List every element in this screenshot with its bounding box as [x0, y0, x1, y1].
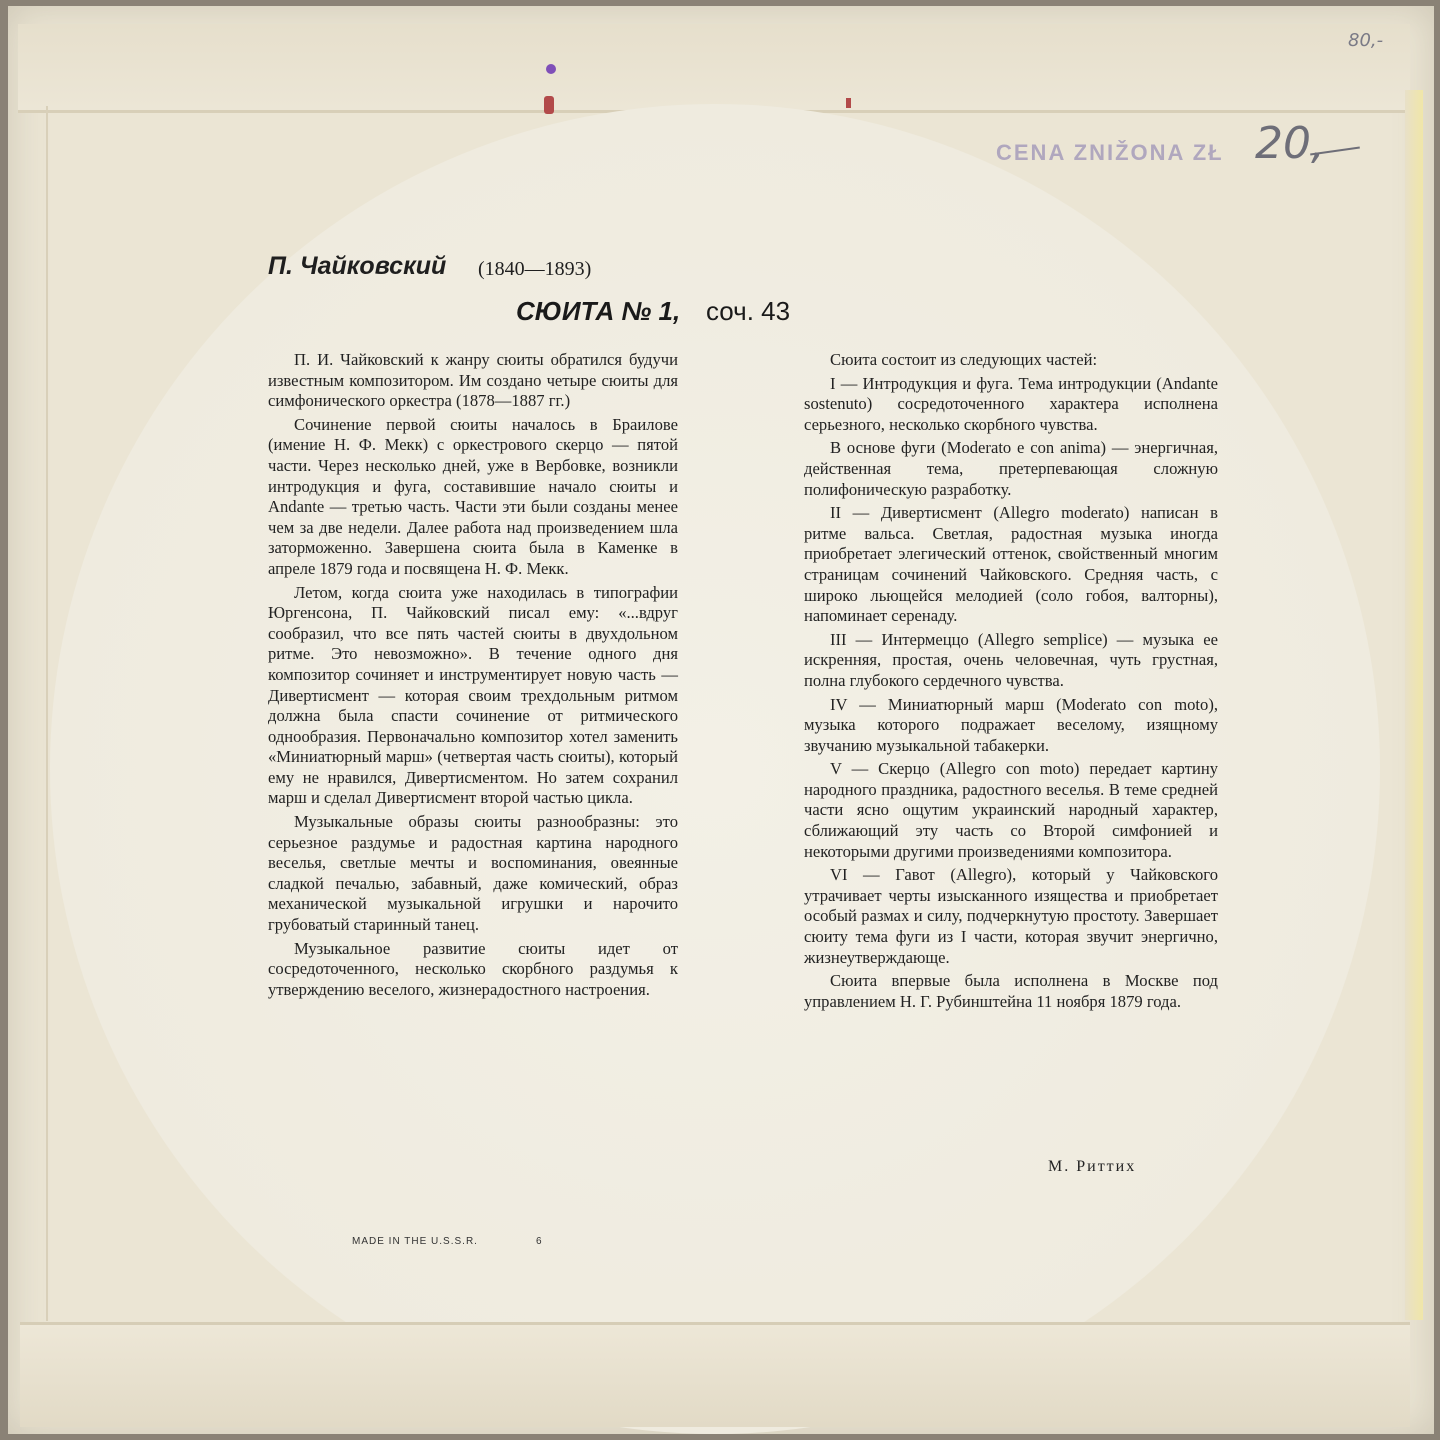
ink-mark-red-small [846, 98, 851, 108]
record-sleeve [8, 6, 1434, 1434]
sleeve-left-edge [46, 106, 48, 1321]
price-stamp: CENA ZNIŽONA ZŁ [996, 140, 1224, 165]
paragraph: IV — Миниатюрный марш (Moderato con moto), музыка которого подражает веселому, изящному звучанию музыкальной табакерки. [804, 694, 1218, 755]
work-opus: соч. 43 [706, 296, 791, 326]
sleeve-top-flap [18, 24, 1410, 113]
page-number: 6 [536, 1236, 542, 1247]
paragraph: III — Интермеццо (Allegro semplice) — музыка ее искренняя, простая, очень человечная, чуть грустная, полна глубокого сердечного чувства. [804, 629, 1218, 690]
sleeve-side-strip [1405, 90, 1423, 1320]
paragraph: В основе фуги (Moderato e con anima) — энергичная, действенная тема, претерпевающая сложную полифоническую разработку. [804, 438, 1218, 499]
paragraph: Сюита впервые была исполнена в Москве под управлением Н. Г. Рубинштейна 11 ноября 1879 года. [804, 971, 1218, 1011]
ink-mark-purple [546, 64, 556, 74]
paragraph: Музыкальные образы сюиты разнообразны: это серьезное раздумье и радостная картина народного веселья, светлые мечты и воспоминания, овеянные сладкой печалью, забавный, даже комический, образ механической музыкальной игрушки и нарочито грубоватый старинный танец. [268, 812, 678, 935]
work-title: СЮИТА № 1, [516, 296, 681, 326]
paragraph: V — Скерцо (Allegro con moto) передает картину народного праздника, радостного веселья. В теме средней части ясно ощутим украинский народный характер, сближающий эту часть со Второй симфонией и некоторыми другими произведениями композитора. [804, 759, 1218, 861]
liner-notes-left-column [268, 350, 678, 1003]
paragraph: Музыкальное развитие сюиты идет от сосредоточенного, несколько скорбного раздумья к утверждению веселого, жизнерадостного настроения. [268, 938, 678, 999]
paragraph: П. И. Чайковский к жанру сюиты обратился будучи известным композитором. Им создано четыре сюиты для симфонического оркестра (1878—1887 гг.) [268, 350, 678, 411]
made-in-label: MADE IN THE U.S.S.R. [352, 1236, 478, 1247]
liner-notes-right-column [804, 350, 1218, 1015]
paragraph: Летом, когда сюита уже находилась в типографии Юргенсона, П. Чайковский писал ему: «...вдруг сообразил, что все пять частей сюиты в двухдольном ритме. Это невозможно». В течение одного дня композитор сочиняет и инструментирует новую часть — Дивертисмент — которая своим трехдольным ритмом должна была спасти сочинение от ритмического однообразия. Первоначально композитор хотел заменить «Миниатюрный марш» (четвертая часть сюиты), который ему не нравился, Дивертисментом. Но затем сохранил марш и сделал Дивертисмент второй частью цикла. [268, 582, 678, 808]
paragraph: Сочинение первой сюиты началось в Браилове (имение Н. Ф. Мекк) с оркестрового скерцо — пятой части. Через несколько дней, уже в Вербовке, возникли интродукция и фуга, составившие начало сюиты и Andante — третью часть. Части эти были созданы менее чем за две недели. Далее работа над произведением шла заторможенно. Завершена сюита была в Каменке в апреле 1879 года и посвящена Н. Ф. Мекк. [268, 414, 678, 578]
paragraph: II — Дивертисмент (Allegro moderato) написан в ритме вальса. Светлая, радостная музыка иногда приобретает элегический оттенок, свойственный многим страницам сочинений Чайковского. Средняя часть, с широко льющейся мелодией (соло гобоя, валторны), напоминает серенаду. [804, 503, 1218, 626]
paragraph: Сюита состоит из следующих частей: [830, 350, 1098, 369]
sleeve-bottom-flap [20, 1322, 1410, 1427]
composer-name: П. Чайковский [268, 252, 447, 280]
paragraph: I — Интродукция и фуга. Тема интродукции (Andante sostenuto) сосредоточенного характера исполнена серьезного, несколько скорбного чувства. [804, 373, 1218, 434]
handwritten-price: 20, [1255, 118, 1325, 169]
author-signature: М. Риттих [1048, 1158, 1137, 1175]
composer-years: (1840—1893) [478, 258, 592, 280]
ink-mark-red [544, 96, 554, 114]
paragraph: VI — Гавот (Allegro), который у Чайковского утрачивает черты изысканного изящества и приобретает особый размах и силу, подчеркнутую простоту. Завершает сюиту тема фуги из I части, которая звучит энергично, жизнеутверждающе. [804, 865, 1218, 967]
handwritten-corner-note: 80,- [1348, 30, 1384, 51]
